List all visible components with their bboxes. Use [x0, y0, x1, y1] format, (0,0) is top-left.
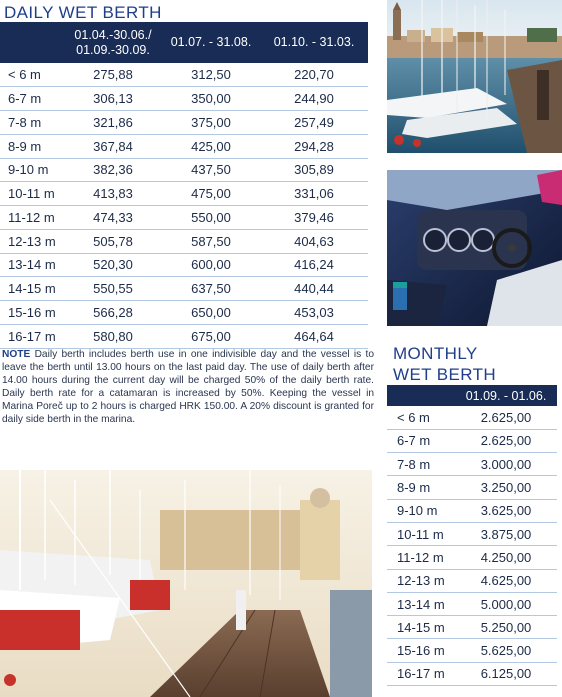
- monthly-size-cell: 10-11 m: [387, 522, 455, 545]
- monthly-size-cell: 8-9 m: [387, 476, 455, 499]
- boat-cockpit-photo: [387, 170, 562, 326]
- daily-table-row: [0, 324, 368, 348]
- monthly-title-line1: MONTHLY: [393, 344, 478, 363]
- monthly-price-cell: 4.250,00: [455, 546, 557, 569]
- daily-price-cell: 331,06: [260, 182, 368, 206]
- monthly-size-cell: 14-15 m: [387, 616, 455, 639]
- daily-table-row: [0, 111, 368, 135]
- daily-price-cell: 404,63: [260, 229, 368, 253]
- daily-price-cell: 367,84: [64, 134, 162, 158]
- monthly-price-cell: 3.875,00: [455, 522, 557, 545]
- monthly-price-cell: 5.000,00: [455, 592, 557, 615]
- monthly-price-cell: 5.625,00: [455, 639, 557, 662]
- monthly-table-row: [387, 522, 557, 545]
- daily-size-cell: 7-8 m: [0, 111, 64, 135]
- daily-wet-berth-title: DAILY WET BERTH: [4, 3, 162, 22]
- monthly-size-cell: 7-8 m: [387, 453, 455, 476]
- monthly-size-cell: 6-7 m: [387, 429, 455, 452]
- daily-price-cell: 257,49: [260, 111, 368, 135]
- daily-price-cell: 580,80: [64, 324, 162, 348]
- daily-header-season-winter: 01.10. - 31.03.: [260, 22, 368, 63]
- daily-price-cell: 520,30: [64, 253, 162, 277]
- daily-size-cell: 13-14 m: [0, 253, 64, 277]
- monthly-header-size: [387, 385, 455, 406]
- daily-price-cell: 350,00: [162, 87, 260, 111]
- monthly-header-season: 01.09. - 01.06.: [455, 385, 557, 406]
- monthly-table-row: [387, 499, 557, 522]
- daily-price-cell: 650,00: [162, 301, 260, 325]
- daily-price-cell: 306,13: [64, 87, 162, 111]
- daily-price-cell: 321,86: [64, 111, 162, 135]
- daily-header-season-low-line2: 01.09.-30.09.: [76, 42, 150, 57]
- daily-table-row: [0, 182, 368, 206]
- marina-pier-photo: [0, 470, 372, 697]
- monthly-table-row: [387, 616, 557, 639]
- monthly-table-header-row: [387, 385, 557, 406]
- daily-price-cell: 375,00: [162, 111, 260, 135]
- daily-table-row: [0, 229, 368, 253]
- daily-price-cell: 474,33: [64, 206, 162, 230]
- daily-size-cell: 8-9 m: [0, 134, 64, 158]
- daily-price-cell: 566,28: [64, 301, 162, 325]
- daily-price-cell: 305,89: [260, 158, 368, 182]
- daily-berth-price-table: [0, 22, 368, 349]
- monthly-table-row: [387, 453, 557, 476]
- daily-table-row: [0, 134, 368, 158]
- monthly-price-cell: 3.250,00: [455, 476, 557, 499]
- daily-size-cell: < 6 m: [0, 63, 64, 87]
- daily-price-cell: 675,00: [162, 324, 260, 348]
- monthly-price-cell: 3.625,00: [455, 499, 557, 522]
- daily-price-cell: 453,03: [260, 301, 368, 325]
- daily-size-cell: 14-15 m: [0, 277, 64, 301]
- daily-header-season-low-line1: 01.04.-30.06./: [74, 27, 152, 42]
- monthly-wet-berth-title: [393, 343, 496, 385]
- daily-size-cell: 16-17 m: [0, 324, 64, 348]
- daily-price-cell: 379,46: [260, 206, 368, 230]
- daily-price-cell: 220,70: [260, 63, 368, 87]
- monthly-table-row: [387, 592, 557, 615]
- note-label: NOTE: [2, 349, 31, 360]
- daily-size-cell: 15-16 m: [0, 301, 64, 325]
- daily-size-cell: 9-10 m: [0, 158, 64, 182]
- monthly-table-row: [387, 662, 557, 685]
- daily-size-cell: 12-13 m: [0, 229, 64, 253]
- monthly-table-row: [387, 406, 557, 429]
- daily-header-season-low: [64, 22, 162, 63]
- daily-price-cell: 600,00: [162, 253, 260, 277]
- daily-price-cell: 294,28: [260, 134, 368, 158]
- monthly-table-row: [387, 429, 557, 452]
- daily-price-cell: 475,00: [162, 182, 260, 206]
- daily-price-cell: 425,00: [162, 134, 260, 158]
- monthly-table-row: [387, 476, 557, 499]
- daily-price-cell: 440,44: [260, 277, 368, 301]
- monthly-price-cell: 2.625,00: [455, 406, 557, 429]
- monthly-table-row: [387, 569, 557, 592]
- daily-table-row: [0, 253, 368, 277]
- daily-table-row: [0, 158, 368, 182]
- daily-price-cell: 312,50: [162, 63, 260, 87]
- daily-price-cell: 550,00: [162, 206, 260, 230]
- monthly-price-cell: 4.625,00: [455, 569, 557, 592]
- daily-price-cell: 637,50: [162, 277, 260, 301]
- daily-price-cell: 416,24: [260, 253, 368, 277]
- daily-table-row: [0, 63, 368, 87]
- monthly-size-cell: 16-17 m: [387, 662, 455, 685]
- daily-price-cell: 413,83: [64, 182, 162, 206]
- monthly-price-cell: 2.625,00: [455, 429, 557, 452]
- monthly-berth-price-table: [387, 385, 557, 686]
- monthly-size-cell: 13-14 m: [387, 592, 455, 615]
- monthly-size-cell: 11-12 m: [387, 546, 455, 569]
- daily-price-cell: 464,64: [260, 324, 368, 348]
- daily-header-size: [0, 22, 64, 63]
- daily-price-cell: 505,78: [64, 229, 162, 253]
- note-text: Daily berth includes berth use in one indivisible day and the vessel is to leave the berth until 13.00 hours on the last paid day. The use of daily berth after 14.00 hours during the current day will be charged 50% of the daily berth rate. Daily berth rate for a catamaran is increased by 50%. Keeping the vessel in Marina Poreč up to 2 hours is charged HRK 150.00. A 20% discount is granted for daily side berth in the marina.: [2, 349, 374, 425]
- daily-price-cell: 437,50: [162, 158, 260, 182]
- monthly-table-row: [387, 546, 557, 569]
- daily-price-cell: 382,36: [64, 158, 162, 182]
- daily-table-body: [0, 63, 368, 348]
- monthly-table-row: [387, 639, 557, 662]
- daily-header-season-high: 01.07. - 31.08.: [162, 22, 260, 63]
- monthly-size-cell: 12-13 m: [387, 569, 455, 592]
- daily-table-row: [0, 277, 368, 301]
- daily-size-cell: 11-12 m: [0, 206, 64, 230]
- daily-size-cell: 6-7 m: [0, 87, 64, 111]
- monthly-title-line2: WET BERTH: [393, 365, 497, 384]
- daily-table-header-row: [0, 22, 368, 63]
- daily-price-cell: 550,55: [64, 277, 162, 301]
- daily-size-cell: 10-11 m: [0, 182, 64, 206]
- daily-table-row: [0, 87, 368, 111]
- monthly-price-cell: 6.125,00: [455, 662, 557, 685]
- marina-harbor-photo: [387, 0, 562, 153]
- daily-price-cell: 275,88: [64, 63, 162, 87]
- monthly-table-body: [387, 406, 557, 686]
- monthly-size-cell: 15-16 m: [387, 639, 455, 662]
- monthly-size-cell: < 6 m: [387, 406, 455, 429]
- daily-table-row: [0, 206, 368, 230]
- note-paragraph: [2, 348, 374, 426]
- daily-price-cell: 587,50: [162, 229, 260, 253]
- daily-price-cell: 244,90: [260, 87, 368, 111]
- monthly-price-cell: 3.000,00: [455, 453, 557, 476]
- monthly-size-cell: 9-10 m: [387, 499, 455, 522]
- daily-table-row: [0, 301, 368, 325]
- monthly-price-cell: 5.250,00: [455, 616, 557, 639]
